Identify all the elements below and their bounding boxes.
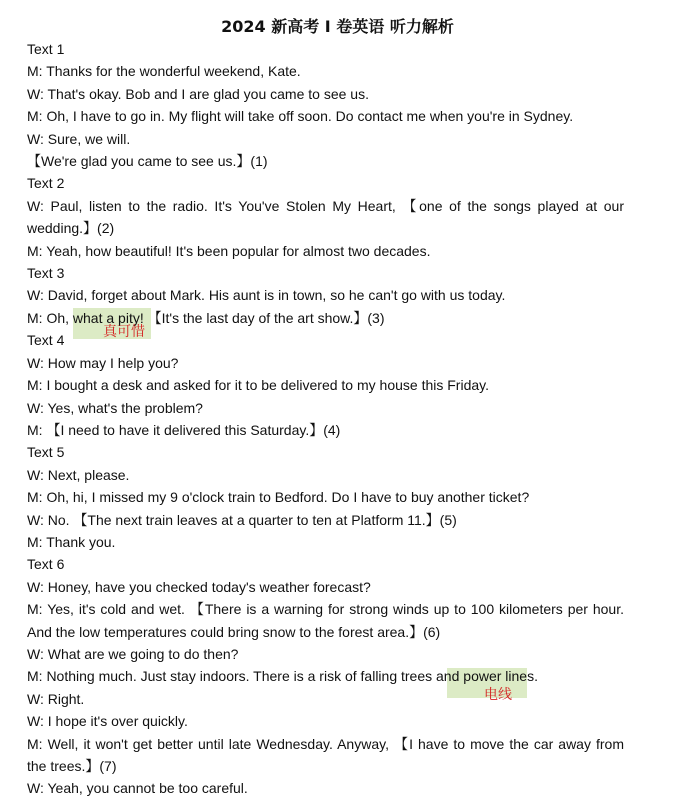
- dialogue-line: M: Oh, I have to go in. My flight will take off soon. Do contact me when you're in Sydney.: [27, 108, 574, 125]
- dialogue-line: M: Well, it won't get better until late Wednesday. Anyway, 【I have to move the car away from the trees.】(7): [27, 735, 624, 774]
- dialogue-line: W: Honey, have you checked today's weather forecast?: [27, 578, 371, 595]
- dialogue-line: M: Yeah, how beautiful! It's been popular for almost two decades.: [27, 242, 431, 259]
- section-heading: Text 4: [27, 332, 65, 349]
- dialogue-line: W: Right.: [27, 690, 85, 707]
- dialogue-line: M: 【I need to have it delivered this Saturday.】(4): [27, 421, 341, 438]
- dialogue-line: W: That's okay. Bob and I are glad you came to see us.: [27, 85, 369, 102]
- highlighted-phrase: what a pity: [72, 309, 140, 326]
- dialogue-line: W: No. 【The next train leaves at a quarter to ten at Platform 11.】(5): [27, 511, 457, 528]
- section-heading: Text 3: [27, 265, 65, 282]
- dialogue-line: W: Next, please.: [27, 466, 130, 483]
- dialogue-text: M: Nothing much. Just stay indoors. There is a risk of falling trees and: [27, 668, 464, 685]
- dialogue-line: W: Yeah, you cannot be too careful.: [27, 780, 248, 797]
- dialogue-line: W: Yes, what's the problem?: [27, 399, 203, 416]
- transcript: [27, 38, 624, 800]
- section-heading: Text 2: [27, 175, 65, 192]
- dialogue-line: [27, 665, 624, 687]
- dialogue-line: W: Sure, we will.: [27, 130, 131, 147]
- dialogue-line: M: I bought a desk and asked for it to be delivered to my house this Friday.: [27, 377, 489, 394]
- dialogue-text: ! 【It's the last day of the art show.】(3): [139, 309, 385, 326]
- dialogue-line: M: Thanks for the wonderful weekend, Kate.: [27, 63, 301, 80]
- handwritten-annotation: 真可惜: [103, 324, 145, 340]
- dialogue-line: W: How may I help you?: [27, 354, 179, 371]
- answer-line: 【We're glad you came to see us.】(1): [27, 153, 268, 170]
- document-title: 2024 新高考 I 卷英语 听力解析: [221, 17, 454, 36]
- dialogue-line: M: Yes, it's cold and wet. 【There is a warning for strong winds up to 100 kilometers per hour. And the low temperatures could bring snow to the forest area.】(6): [27, 601, 624, 640]
- dialogue-line: W: Paul, listen to the radio. It's You've Stolen My Heart, 【one of the songs played at our wedding.】(2): [27, 197, 624, 237]
- highlighted-phrase: power lines: [463, 668, 535, 685]
- dialogue-text: .: [534, 668, 538, 685]
- dialogue-line: M: Thank you.: [27, 533, 116, 550]
- section-heading: Text 6: [27, 556, 65, 573]
- section-heading: Text 1: [27, 41, 65, 57]
- dialogue-text: M: Oh,: [27, 309, 73, 326]
- handwritten-annotation: 电线: [484, 687, 512, 703]
- dialogue-line: W: I hope it's over quickly.: [27, 713, 188, 730]
- dialogue-line: M: Oh, hi, I missed my 9 o'clock train to Bedford. Do I have to buy another ticket?: [27, 489, 530, 506]
- dialogue-line: W: What are we going to do then?: [27, 645, 239, 662]
- section-heading: Text 5: [27, 444, 65, 461]
- dialogue-line: W: David, forget about Mark. His aunt is in town, so he can't go with us today.: [27, 287, 506, 304]
